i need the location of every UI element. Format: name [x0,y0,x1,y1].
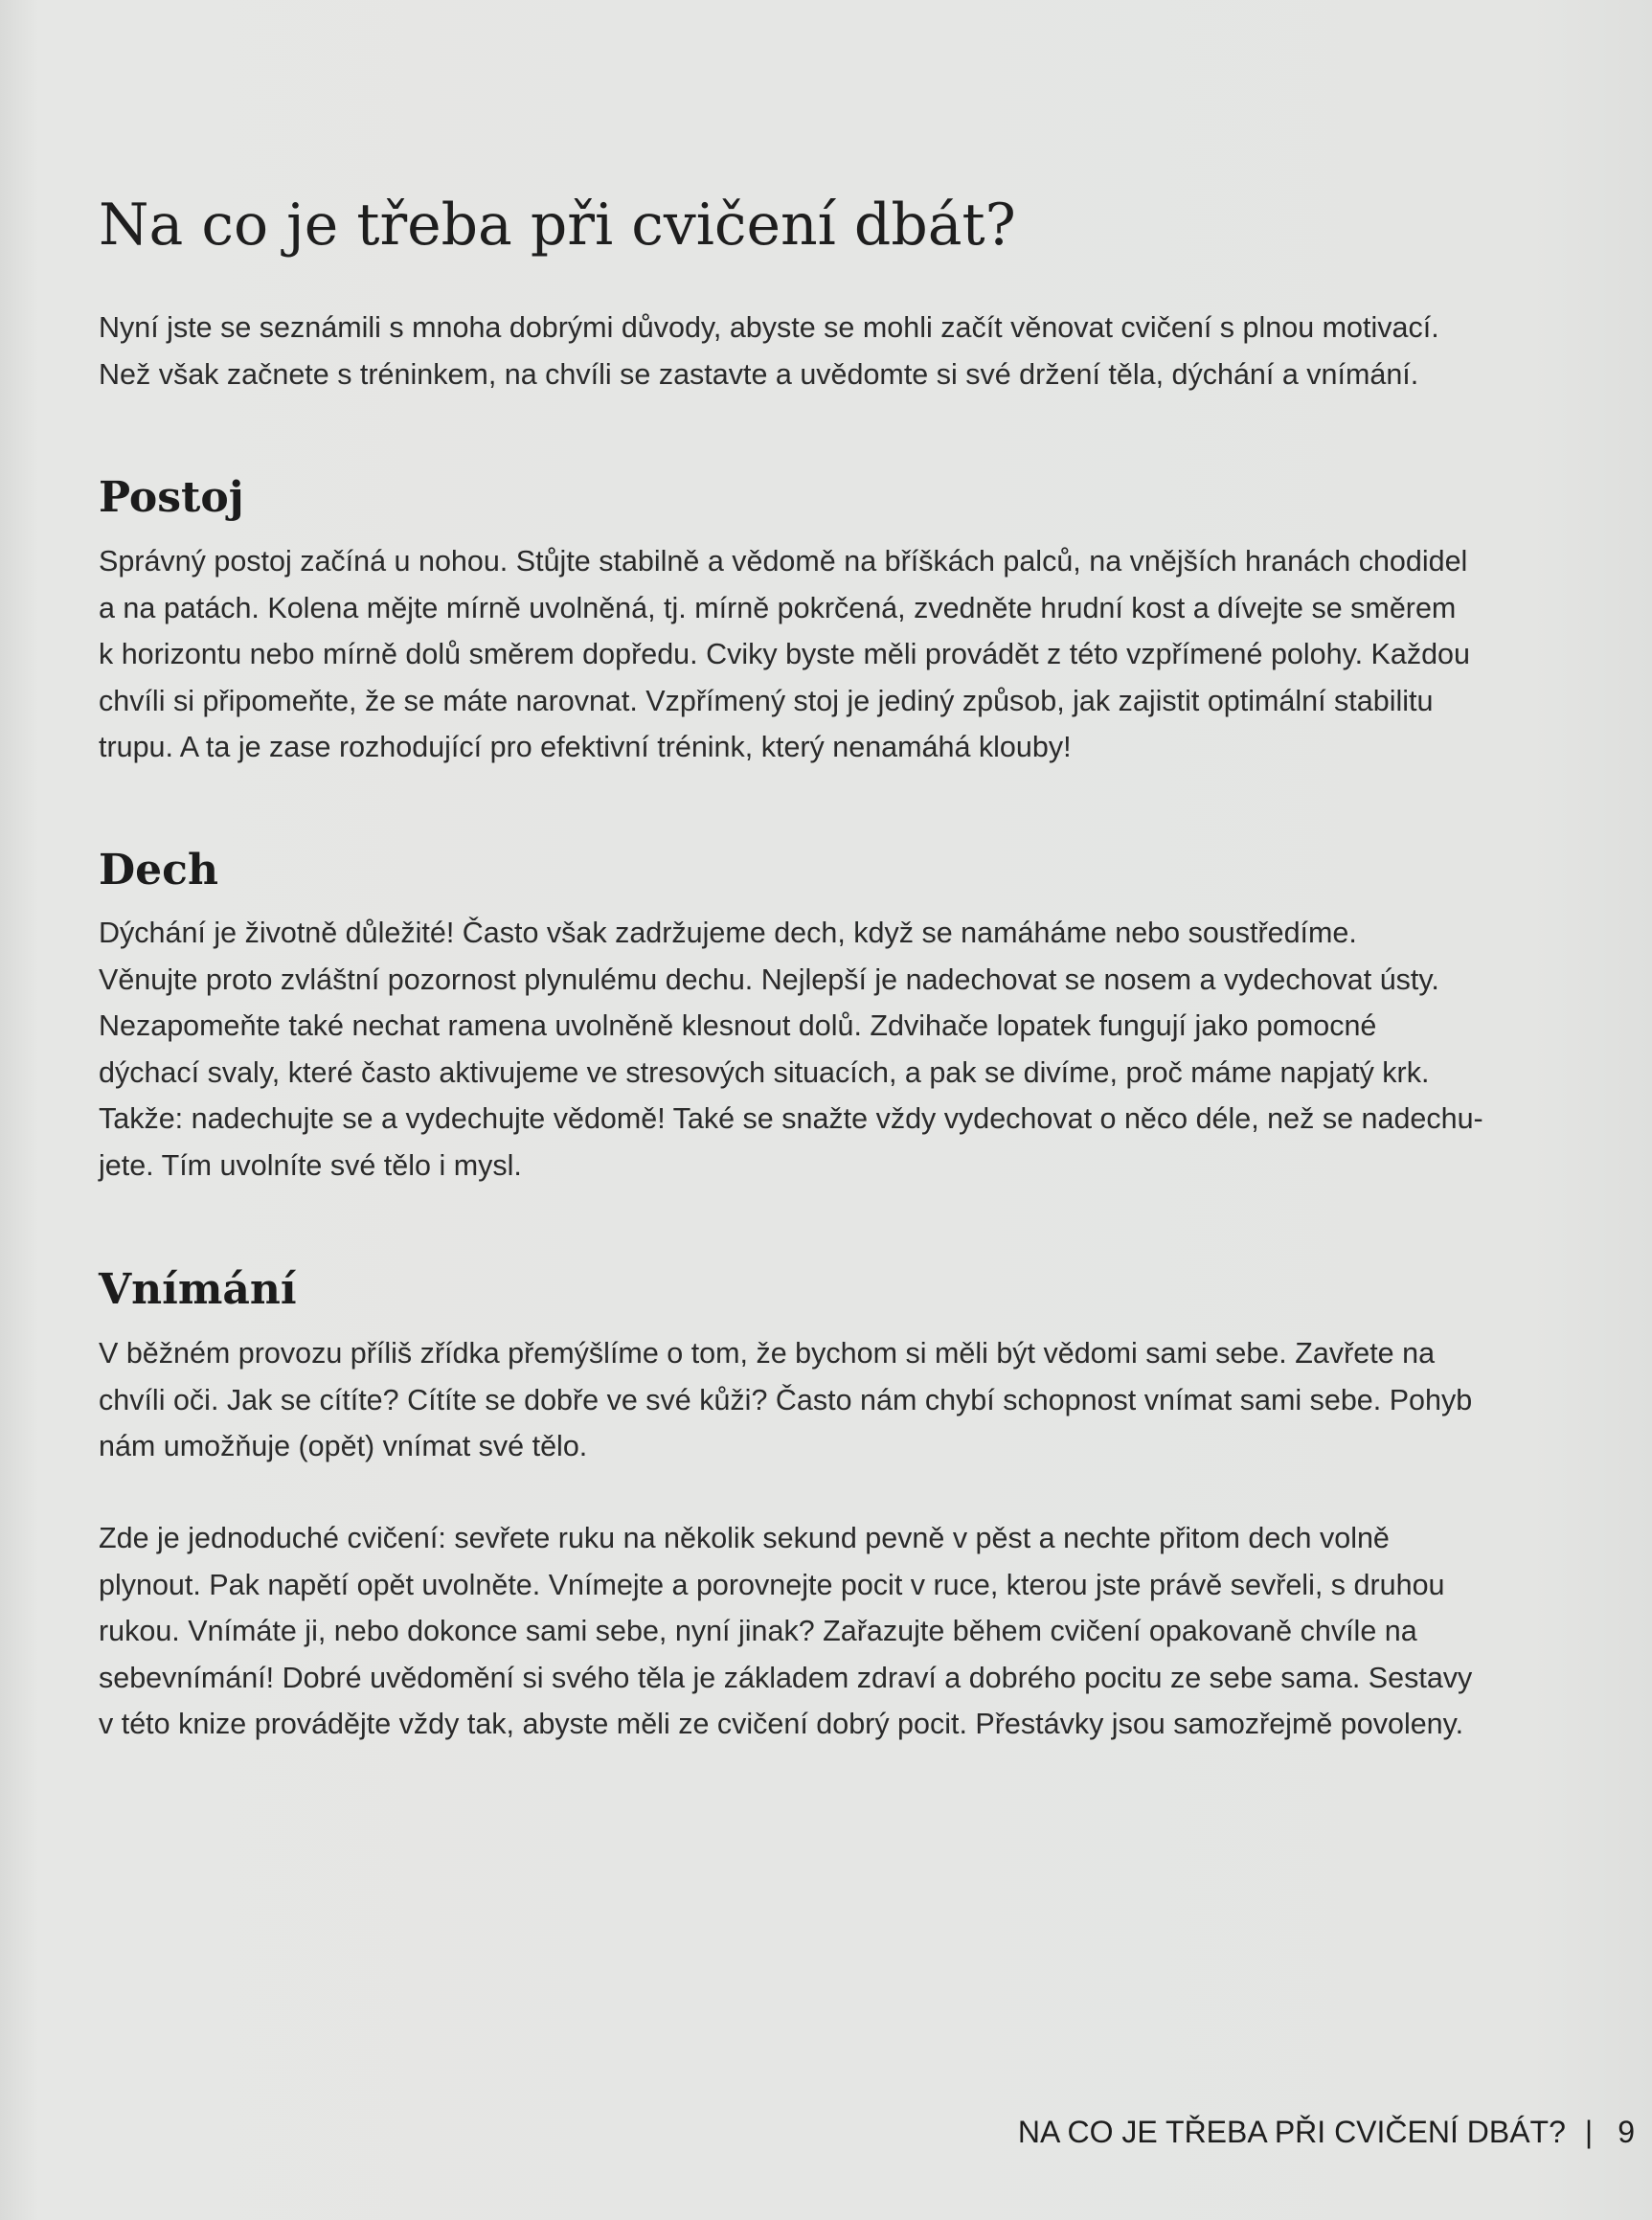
text-line: v této knize provádějte vždy tak, abyste měli ze cvičení dobrý pocit. Přestávky jsou samozřejmě povoleny. [99,1708,1464,1740]
text-line: chvíli oči. Jak se cítíte? Cítíte se dobře ve své kůži? Často nám chybí schopnost vnímat sami sebe. Pohyb [99,1383,1473,1416]
text-line: V běžném provozu příliš zřídka přemýšlíme o tom, že bychom si měli být vědomi sami sebe. Zavřete na [99,1337,1436,1370]
text-line: k horizontu nebo mírně dolů směrem dopředu. Cviky byste měli provádět z této vzpřímené polohy. Každou [99,638,1470,670]
section-heading-vnimani: Vnímání [99,1265,297,1314]
text-line: dýchací svaly, které často aktivujeme ve stresových situacích, a pak se divíme, proč máme napjatý krk. [99,1055,1430,1089]
footer-separator: | [1584,2115,1594,2149]
page-title: Na co je třeba při cvičení dbát? [99,192,1016,259]
text-line: Zde je jednoduché cvičení: sevřete ruku na několik sekund pevně v pěst a nechte přitom dech volně [99,1522,1390,1554]
running-head: NA CO JE TŘEBA PŘI CVIČENÍ DBÁT? [1017,2115,1566,2149]
vnimani-paragraph-2 [99,1515,1535,1748]
vnimani-paragraph-1 [99,1330,1535,1470]
page-number: 9 [1618,2115,1635,2149]
text-line: nám umožňuje (opět) vnímat své tělo. [99,1430,588,1462]
section-heading-dech: Dech [99,846,218,895]
text-line: rukou. Vnímáte ji, nebo dokonce sami sebe, nyní jinak? Zařazujte během cvičení opakovaně chvíle na [99,1615,1417,1647]
dech-paragraph [99,910,1535,1189]
text-line: sebevnímání! Dobré uvědomění si svého těla je základem zdraví a dobrého pocitu ze sebe sama. Sestavy [99,1661,1473,1694]
postoj-paragraph [99,538,1535,771]
text-line: Dýchání je životně důležité! Často však zadržujeme dech, když se namáháme nebo soustředíme. [99,917,1357,949]
text-line: plynout. Pak napětí opět uvolněte. Vnímejte a porovnejte pocit v ruce, kterou jste právě sevřeli, s druhou [99,1568,1445,1601]
text-line: Takže: nadechujte se a vydechujte vědomě! Také se snažte vždy vydechovat o něco déle, než se nadechu- [99,1102,1483,1135]
section-heading-postoj: Postoj [99,473,244,522]
text-line: a na patách. Kolena mějte mírně uvolněná, tj. mírně pokrčená, zvedněte hrudní kost a dívejte se směrem [99,591,1457,624]
text-line: Nyní jste se seznámili s mnoha dobrými důvody, abyste se mohli začít věnovat cvičení s plnou motivací. [99,311,1439,344]
text-line: Správný postoj začíná u nohou. Stůjte stabilně a vědomě na bříškách palců, na vnějších hranách chodidel [99,545,1468,578]
text-line: trupu. A ta je zase rozhodující pro efektivní trénink, který nenamáhá klouby! [99,731,1072,763]
text-line: jete. Tím uvolníte své tělo i mysl. [99,1148,522,1182]
text-line: Věnujte proto zvláštní pozornost plynulému dechu. Nejlepší je nadechovat se nosem a vydechovat ústy. [99,963,1439,996]
text-line: chvíli si připomeňte, že se máte narovnat. Vzpřímený stoj je jediný způsob, jak zajistit optimální stabilitu [99,684,1434,717]
intro-paragraph [99,305,1535,397]
text-line: Nezapomeňte také nechat ramena uvolněně klesnout dolů. Zdvihače lopatek fungují jako pomocné [99,1009,1377,1042]
page-footer [1018,2110,1635,2154]
text-line: Než však začnete s tréninkem, na chvíli se zastavte a uvědomte si své držení těla, dýchání a vnímání. [99,357,1419,391]
